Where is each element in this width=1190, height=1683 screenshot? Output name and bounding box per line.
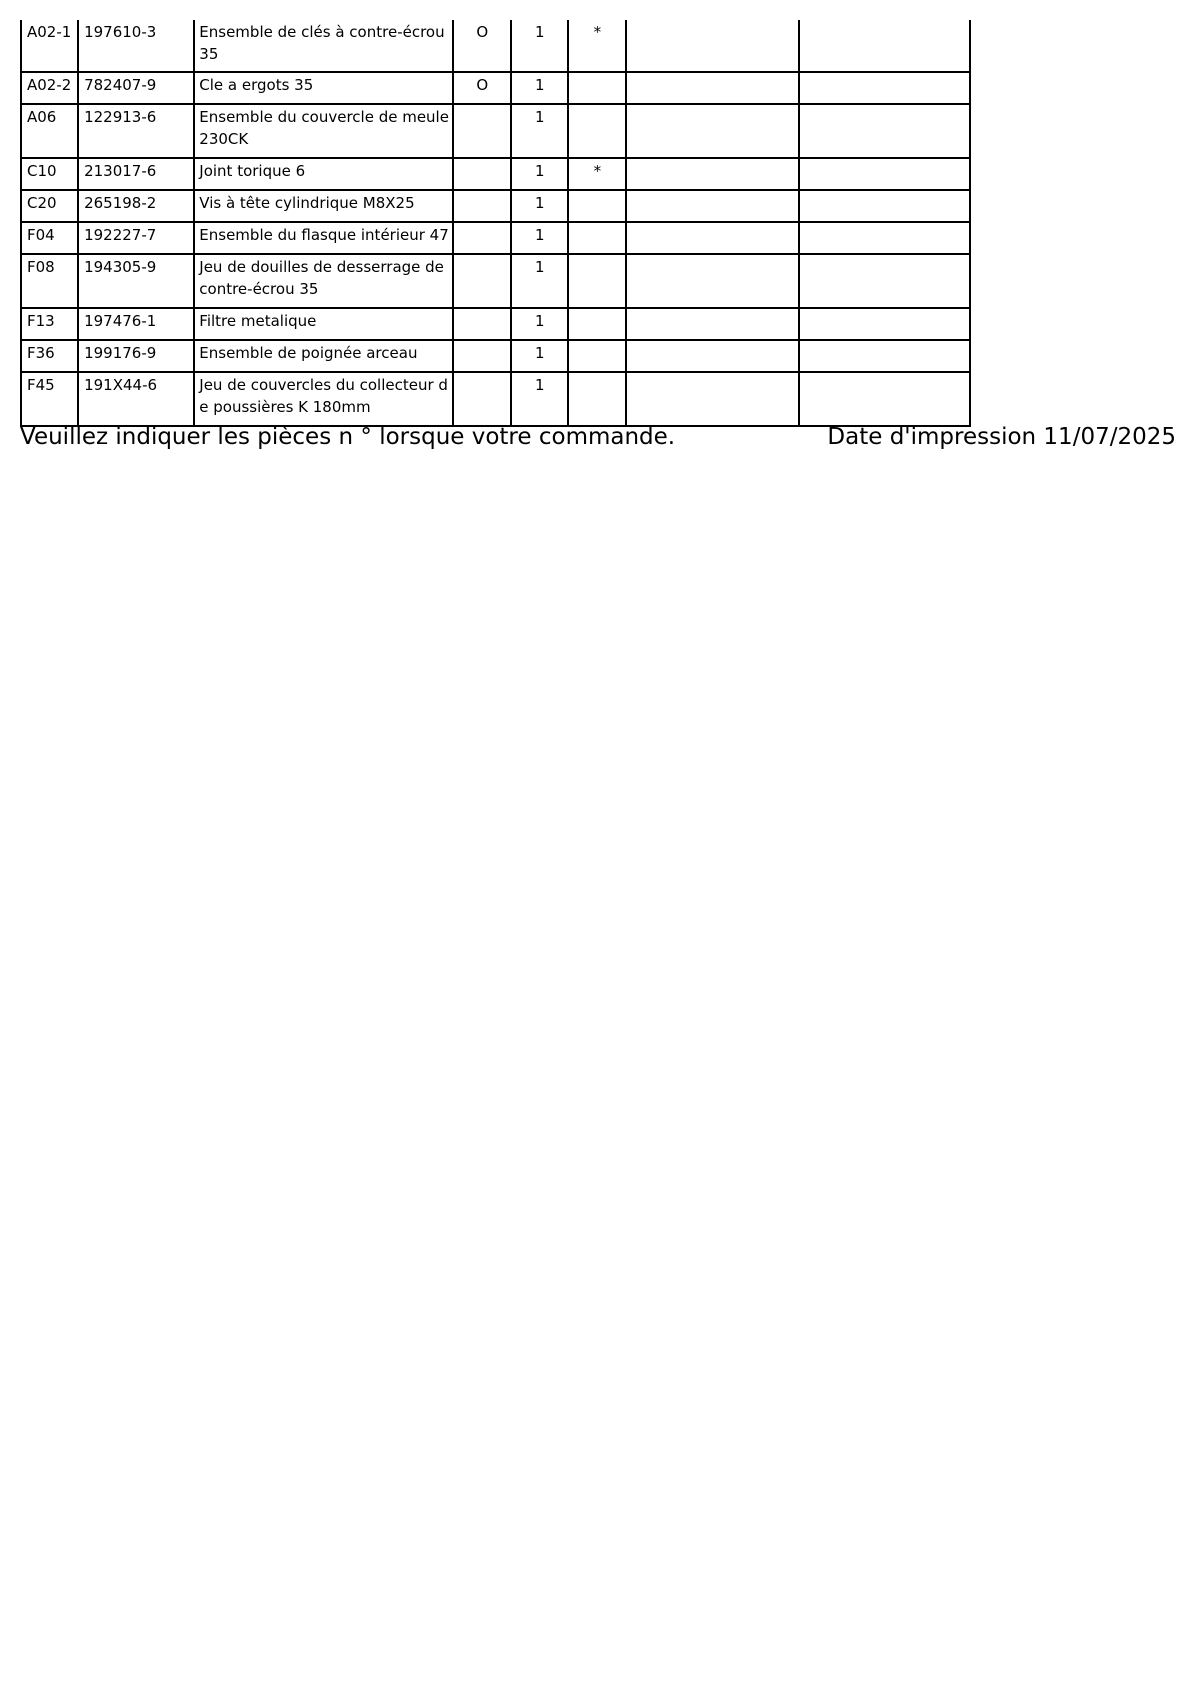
quantity-cell: 1	[511, 158, 568, 190]
option-cell: O	[453, 20, 511, 72]
extra-cell	[626, 372, 798, 426]
part-number-cell: 199176-9	[78, 340, 194, 372]
note-cell	[568, 72, 626, 104]
extra-cell	[626, 308, 798, 340]
extra-cell	[626, 72, 798, 104]
part-number-cell: 194305-9	[78, 254, 194, 308]
table-row	[21, 158, 970, 190]
extra-cell	[799, 222, 970, 254]
option-cell	[453, 254, 511, 308]
ref-cell: F13	[21, 308, 78, 340]
quantity-cell: 1	[511, 222, 568, 254]
option-cell	[453, 104, 511, 158]
description-cell: Joint torique 6	[194, 158, 453, 190]
extra-cell	[799, 372, 970, 426]
description-cell: Filtre metalique	[194, 308, 453, 340]
parts-table	[20, 20, 971, 427]
quantity-cell: 1	[511, 72, 568, 104]
extra-cell	[799, 72, 970, 104]
note-cell: *	[568, 158, 626, 190]
quantity-cell: 1	[511, 104, 568, 158]
table-row	[21, 222, 970, 254]
description-cell: Ensemble de poignée arceau	[194, 340, 453, 372]
part-number-cell: 265198-2	[78, 190, 194, 222]
extra-cell	[799, 340, 970, 372]
part-number-cell: 122913-6	[78, 104, 194, 158]
quantity-cell: 1	[511, 254, 568, 308]
ref-cell: A02-1	[21, 20, 78, 72]
quantity-cell: 1	[511, 190, 568, 222]
option-cell	[453, 158, 511, 190]
note-cell	[568, 222, 626, 254]
option-cell	[453, 222, 511, 254]
order-instruction-note: Veuillez indiquer les pièces n ° lorsque votre commande.	[20, 424, 676, 450]
part-number-cell: 782407-9	[78, 72, 194, 104]
extra-cell	[799, 254, 970, 308]
extra-cell	[626, 190, 798, 222]
option-cell	[453, 372, 511, 426]
ref-cell: C20	[21, 190, 78, 222]
description-cell: Vis à tête cylindrique M8X25	[194, 190, 453, 222]
extra-cell	[626, 340, 798, 372]
extra-cell	[799, 20, 970, 72]
extra-cell	[626, 222, 798, 254]
description-cell: Ensemble du couvercle de meule 230CK	[194, 104, 453, 158]
extra-cell	[626, 20, 798, 72]
quantity-cell: 1	[511, 20, 568, 72]
note-cell	[568, 254, 626, 308]
extra-cell	[626, 158, 798, 190]
parts-table-body	[21, 20, 970, 426]
ref-cell: A02-2	[21, 72, 78, 104]
extra-cell	[626, 104, 798, 158]
option-cell: O	[453, 72, 511, 104]
note-cell	[568, 190, 626, 222]
extra-cell	[799, 104, 970, 158]
description-cell: Jeu de douilles de desserrage de contre-écrou 35	[194, 254, 453, 308]
extra-cell	[799, 190, 970, 222]
table-row	[21, 254, 970, 308]
description-cell: Ensemble de clés à contre-écrou 35	[194, 20, 453, 72]
part-number-cell: 197610-3	[78, 20, 194, 72]
table-row	[21, 20, 970, 72]
ref-cell: F36	[21, 340, 78, 372]
option-cell	[453, 340, 511, 372]
note-cell: *	[568, 20, 626, 72]
description-cell: Cle a ergots 35	[194, 72, 453, 104]
option-cell	[453, 308, 511, 340]
ref-cell: A06	[21, 104, 78, 158]
table-row	[21, 72, 970, 104]
ref-cell: F04	[21, 222, 78, 254]
description-cell: Ensemble du flasque intérieur 47	[194, 222, 453, 254]
table-row	[21, 340, 970, 372]
part-number-cell: 213017-6	[78, 158, 194, 190]
part-number-cell: 197476-1	[78, 308, 194, 340]
ref-cell: F45	[21, 372, 78, 426]
note-cell	[568, 372, 626, 426]
option-cell	[453, 190, 511, 222]
extra-cell	[799, 308, 970, 340]
table-row	[21, 372, 970, 426]
table-row	[21, 190, 970, 222]
part-number-cell: 191X44-6	[78, 372, 194, 426]
table-row	[21, 308, 970, 340]
description-cell: Jeu de couvercles du collecteur d e poussières K 180mm	[194, 372, 453, 426]
note-cell	[568, 104, 626, 158]
ref-cell: F08	[21, 254, 78, 308]
quantity-cell: 1	[511, 340, 568, 372]
part-number-cell: 192227-7	[78, 222, 194, 254]
extra-cell	[799, 158, 970, 190]
quantity-cell: 1	[511, 372, 568, 426]
ref-cell: C10	[21, 158, 78, 190]
print-date: Date d'impression 11/07/2025	[827, 424, 1176, 450]
table-row	[21, 104, 970, 158]
note-cell	[568, 340, 626, 372]
extra-cell	[626, 254, 798, 308]
quantity-cell: 1	[511, 308, 568, 340]
note-cell	[568, 308, 626, 340]
